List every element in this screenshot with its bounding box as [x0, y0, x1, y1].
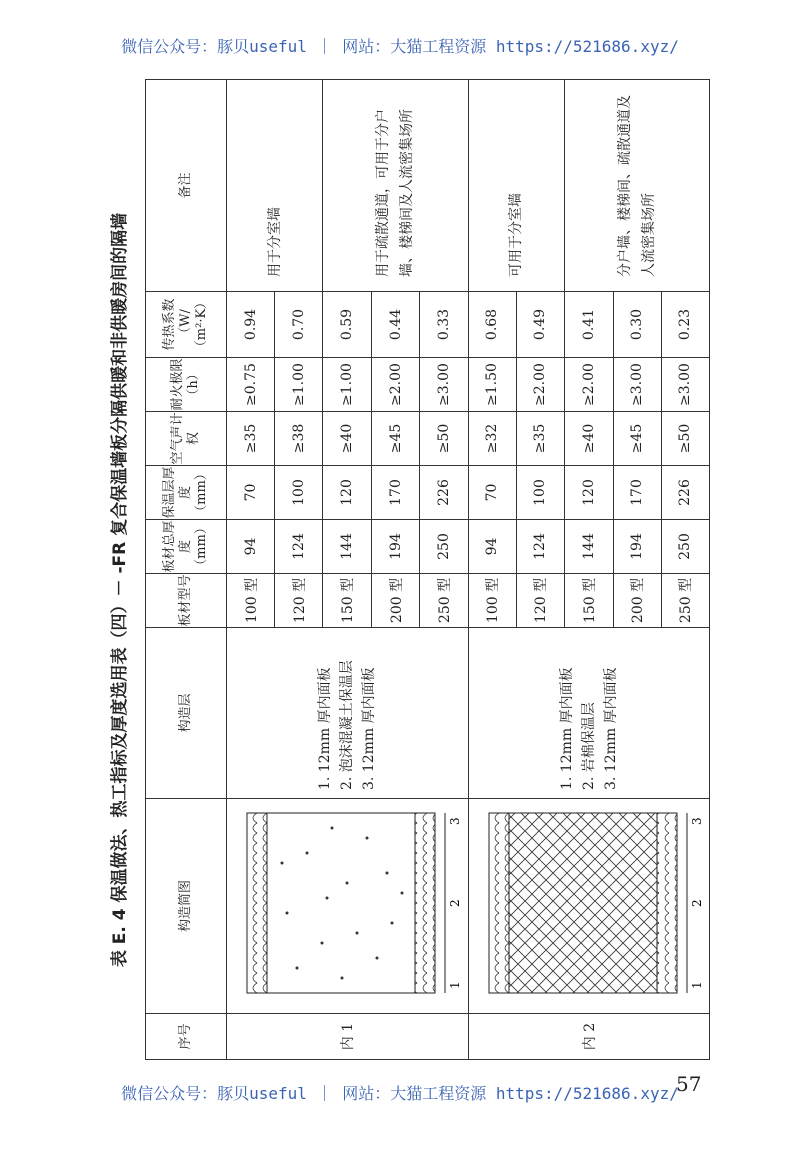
- header-layers: 构造层: [146, 628, 227, 799]
- sound-cell: ≥50: [420, 412, 468, 466]
- heat-cell: 0.70: [275, 292, 323, 358]
- panel-layer-3: [657, 813, 677, 993]
- layers-cell: [227, 628, 468, 799]
- rockwool-wall-diagram: [469, 800, 709, 1013]
- model-cell: 100 型: [468, 574, 516, 628]
- fire-cell: ≥1.00: [323, 358, 372, 412]
- heat-cell: 0.33: [420, 292, 468, 358]
- heat-cell: 0.59: [323, 292, 372, 358]
- seq-cell: 内 1: [227, 1014, 468, 1060]
- layers-cell: [468, 628, 709, 799]
- diagram-cell: [468, 799, 709, 1014]
- remarks-cell: 可用于分室墙: [468, 80, 564, 292]
- total-cell: 144: [564, 520, 613, 574]
- insulation-cell: 120: [564, 466, 613, 520]
- heat-cell: 0.23: [661, 292, 709, 358]
- table-row: [468, 80, 516, 1060]
- model-cell: 150 型: [323, 574, 372, 628]
- watermark-bottom: 微信公众号：豚贝useful ｜ 网站：大猫工程资源 https://521686.xyz/: [121, 1084, 679, 1103]
- header-sound: 空气声计权: [146, 412, 227, 466]
- page-number: 57: [676, 1072, 702, 1096]
- fire-cell: ≥3.00: [420, 358, 468, 412]
- heat-cell: 0.30: [613, 292, 661, 358]
- layer-item: 3. 12mm 厚内面板: [602, 667, 619, 790]
- model-cell: 150 型: [564, 574, 613, 628]
- heat-cell: 0.94: [227, 292, 275, 358]
- watermark-top: 微信公众号：豚贝useful ｜ 网站：大猫工程资源 https://521686.xyz/: [121, 37, 679, 56]
- header-seq: 序号: [146, 1014, 227, 1060]
- heat-cell: 0.41: [564, 292, 613, 358]
- panel-layer-1: [247, 813, 267, 993]
- fire-cell: ≥2.00: [516, 358, 564, 412]
- table-caption: 表 E. 4 保温做法、热工指标及厚度选用表（四）－ -FR 复合保温墙板分隔供暖和非供暖房间的隔墙: [110, 212, 130, 968]
- fire-cell: ≥3.00: [661, 358, 709, 412]
- spec-table: [145, 79, 710, 1060]
- model-cell: 250 型: [420, 574, 468, 628]
- sound-cell: ≥45: [372, 412, 420, 466]
- insulation-cell: 226: [420, 466, 468, 520]
- total-cell: 94: [468, 520, 516, 574]
- insulation-cell: 170: [372, 466, 420, 520]
- model-cell: 100 型: [227, 574, 275, 628]
- header-heat: 传热系数（W/（m²·K）: [146, 292, 227, 358]
- sound-cell: ≥32: [468, 412, 516, 466]
- sound-cell: ≥35: [227, 412, 275, 466]
- heat-cell: 0.44: [372, 292, 420, 358]
- sound-cell: ≥50: [661, 412, 709, 466]
- total-cell: 124: [275, 520, 323, 574]
- insulation-cell: 120: [323, 466, 372, 520]
- header-model: 板材型号: [146, 574, 227, 628]
- diagram-label-1: 1: [689, 981, 704, 989]
- diagram-cell: [227, 799, 468, 1014]
- insulation-cell: 70: [468, 466, 516, 520]
- rockwool-layer: [509, 813, 657, 993]
- insulation-cell: 70: [227, 466, 275, 520]
- diagram-label-2: 2: [689, 899, 704, 907]
- sound-cell: ≥38: [275, 412, 323, 466]
- sound-cell: ≥45: [613, 412, 661, 466]
- sound-cell: ≥40: [564, 412, 613, 466]
- sound-cell: ≥35: [516, 412, 564, 466]
- diagram-label-3: 3: [448, 817, 463, 825]
- fire-cell: ≥2.00: [564, 358, 613, 412]
- diagram-label-3: 3: [689, 817, 704, 825]
- foam-concrete-layer: [267, 813, 415, 993]
- remarks-cell: 用于分室墙: [227, 80, 323, 292]
- header-remarks: 备注: [146, 80, 227, 292]
- model-cell: 200 型: [372, 574, 420, 628]
- total-cell: 94: [227, 520, 275, 574]
- sound-cell: ≥40: [323, 412, 372, 466]
- total-cell: 194: [372, 520, 420, 574]
- fire-cell: ≥1.50: [468, 358, 516, 412]
- table-row: [227, 80, 275, 1060]
- panel-layer-1: [489, 813, 509, 993]
- model-cell: 120 型: [516, 574, 564, 628]
- layers-list: [314, 628, 380, 798]
- remarks-cell: 分户墙、楼梯间、疏散通道及人流密集场所: [564, 80, 709, 292]
- panel-layer-3: [415, 813, 435, 993]
- heat-cell: 0.68: [468, 292, 516, 358]
- total-cell: 250: [420, 520, 468, 574]
- total-cell: 144: [323, 520, 372, 574]
- header-insulation-thickness: 保温层厚度（mm）: [146, 466, 227, 520]
- insulation-cell: 100: [516, 466, 564, 520]
- fire-cell: ≥3.00: [613, 358, 661, 412]
- total-cell: 194: [613, 520, 661, 574]
- model-cell: 250 型: [661, 574, 709, 628]
- insulation-cell: 226: [661, 466, 709, 520]
- remarks-cell: 用于疏散通道，可用于分户墙、楼梯间及人流密集场所: [323, 80, 468, 292]
- fire-cell: ≥1.00: [275, 358, 323, 412]
- insulation-cell: 100: [275, 466, 323, 520]
- header-total-thickness: 板材总厚度（mm）: [146, 520, 227, 574]
- header-row: [146, 80, 227, 1060]
- diagram-label-2: 2: [448, 899, 463, 907]
- header-fire: 耐火极限（h）: [146, 358, 227, 412]
- heat-cell: 0.49: [516, 292, 564, 358]
- layer-item: 1. 12mm 厚内面板: [317, 667, 334, 790]
- model-cell: 120 型: [275, 574, 323, 628]
- layer-item: 1. 12mm 厚内面板: [558, 667, 575, 790]
- layer-item: 2. 岩棉保温层: [580, 702, 597, 790]
- layer-item: 3. 12mm 厚内面板: [361, 667, 378, 790]
- model-cell: 200 型: [613, 574, 661, 628]
- header-diagram: 构造简图: [146, 799, 227, 1014]
- rotated-page: [100, 95, 710, 1060]
- fire-cell: ≥2.00: [372, 358, 420, 412]
- fire-cell: ≥0.75: [227, 358, 275, 412]
- seq-cell: 内 2: [468, 1014, 709, 1060]
- foam-wall-diagram: [227, 800, 467, 1013]
- layers-list: [556, 628, 622, 798]
- diagram-label-1: 1: [448, 981, 463, 989]
- total-cell: 250: [661, 520, 709, 574]
- total-cell: 124: [516, 520, 564, 574]
- insulation-cell: 170: [613, 466, 661, 520]
- layer-item: 2. 泡沫混凝土保温层: [339, 660, 356, 790]
